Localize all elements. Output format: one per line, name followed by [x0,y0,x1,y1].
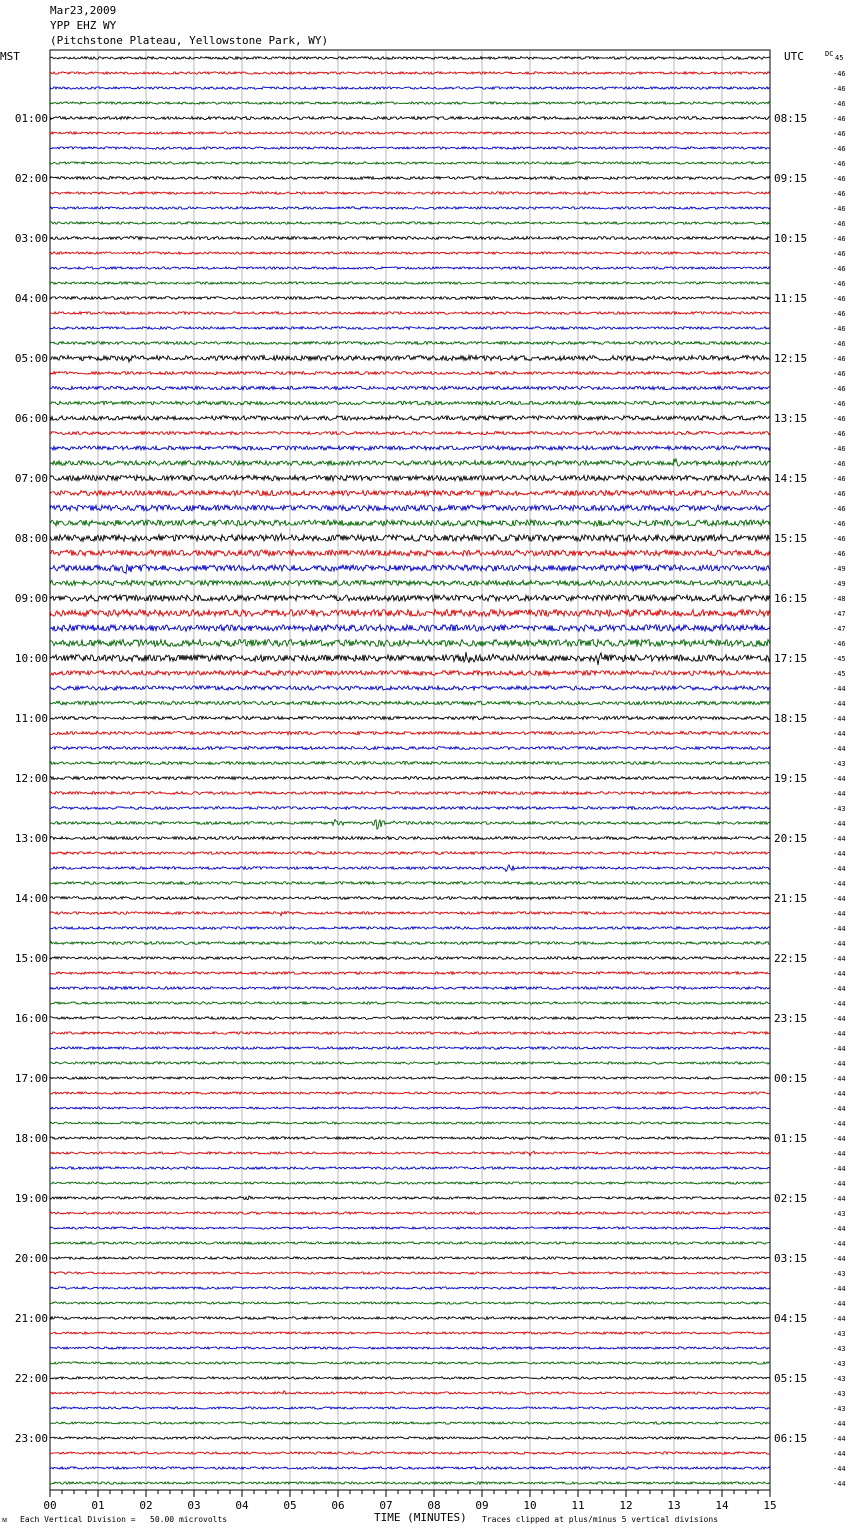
seismic-trace [50,72,770,74]
seismic-trace [50,550,770,556]
dc-offset: -44 [833,1450,846,1458]
x-tick-label: 03 [187,1499,201,1512]
mst-hour-label: 02:00 [14,172,48,185]
dc-offset: -43 [833,1360,846,1368]
seismic-trace [50,446,770,450]
seismic-trace [50,177,770,180]
seismic-trace [50,534,770,541]
seismic-trace [50,1242,770,1244]
dc-offset: -44 [833,865,846,873]
dc-offset: -43 [833,1330,846,1338]
seismic-trace [50,252,770,254]
dc-offset: -46 [833,85,846,93]
seismic-trace [50,1047,770,1049]
seismic-trace [50,1272,770,1274]
dc-offset: -44 [833,1195,846,1203]
seismic-trace [50,1182,770,1184]
seismic-trace [50,1332,770,1334]
mst-hour-label: 12:00 [14,772,48,785]
utc-hour-label: 17:15 [774,652,808,665]
dc-offset: -44 [833,1420,846,1428]
seismic-trace [50,1422,770,1424]
seismic-trace [50,132,770,134]
mst-hour-label: 18:00 [14,1132,48,1145]
utc-hour-label: 11:15 [774,292,808,305]
seismic-trace [50,610,770,617]
utc-hour-label: 18:15 [774,712,808,725]
x-tick-label: 02 [139,1499,153,1512]
dc-offset: -45 [833,670,846,678]
scale-note: Each Vertical Division = 50.00 microvolts [20,1515,228,1524]
mst-hour-label: 21:00 [14,1312,48,1325]
seismic-trace [50,57,770,60]
dc-offset: -46 [833,175,846,183]
seismic-trace [50,372,770,375]
mst-hour-label: 07:00 [14,472,48,485]
seismic-trace [50,87,770,89]
seismic-trace [50,1467,770,1469]
x-tick-label: 08 [427,1499,441,1512]
seismic-trace [50,1302,770,1304]
seismic-trace [50,490,770,495]
seismic-trace [50,671,770,676]
dc-offset: -44 [833,1090,846,1098]
seismic-trace [50,792,770,795]
seismic-trace [50,1227,770,1229]
dc-offset: -46 [833,100,846,108]
dc-offset: -47 [833,610,846,618]
seismic-trace [50,1137,770,1140]
dc-offset: -44 [833,1480,846,1488]
seismic-trace [50,431,770,434]
seismic-trace [50,1167,770,1169]
dc-offset: -46 [833,295,846,303]
seismic-trace [50,1196,770,1200]
seismic-trace [50,942,770,945]
dc-offset: -49 [833,565,846,573]
utc-hour-label: 06:15 [774,1432,808,1445]
utc-hour-label: 20:15 [774,832,808,845]
dc-offset: -46 [833,235,846,243]
mst-hour-label: 19:00 [14,1192,48,1205]
seismic-trace [50,1452,770,1454]
seismic-trace [50,1347,770,1349]
dc-offset: -49 [833,580,846,588]
x-tick-label: 14 [715,1499,729,1512]
mst-hour-label: 15:00 [14,952,48,965]
seismic-trace [50,1317,770,1320]
seismic-trace [50,327,770,330]
dc-offset: -46 [833,190,846,198]
mst-hour-label: 20:00 [14,1252,48,1265]
dc-offset: -46 [833,340,846,348]
dc-offset: -43 [833,760,846,768]
dc-offset: -44 [833,880,846,888]
dc-offset: -44 [833,685,846,693]
x-tick-label: 04 [235,1499,249,1512]
plot-date: Mar23,2009 [50,4,117,17]
dc-footnote: ᴍ [2,1515,8,1524]
dc-offset: 45 [835,54,844,62]
seismic-trace [50,565,770,574]
utc-hour-label: 22:15 [774,952,808,965]
utc-hour-label: 23:15 [774,1012,808,1025]
seismic-trace [50,102,770,104]
dc-offset: -43 [833,1345,846,1353]
utc-hour-label: 21:15 [774,892,808,905]
utc-hour-label: 09:15 [774,172,808,185]
dc-offset: -44 [833,925,846,933]
dc-offset: -44 [833,790,846,798]
seismic-trace [50,731,770,734]
dc-offset: -46 [833,400,846,408]
seismic-trace [50,972,770,975]
dc-offset: -46 [833,205,846,213]
dc-offset: -43 [833,1405,846,1413]
dc-offset: -43 [833,805,846,813]
dc-offset: -45 [833,655,846,663]
dc-offset: -44 [833,1435,846,1443]
seismic-trace [50,640,770,647]
seismic-trace [50,459,770,466]
dc-offset: -44 [833,940,846,948]
mst-hour-label: 09:00 [14,592,48,605]
dc-offset: -46 [833,130,846,138]
seismic-trace [50,595,770,601]
mst-hour-label: 13:00 [14,832,48,845]
x-tick-label: 13 [667,1499,681,1512]
dc-offset: -44 [833,820,846,828]
mst-hour-label: 10:00 [14,652,48,665]
mst-hour-label: 04:00 [14,292,48,305]
seismic-trace [50,652,770,665]
mst-hour-label: 17:00 [14,1072,48,1085]
x-tick-label: 11 [571,1499,585,1512]
seismic-trace [50,207,770,209]
dc-offset: -44 [833,1240,846,1248]
mst-hour-label: 14:00 [14,892,48,905]
mst-hour-label: 08:00 [14,532,48,545]
seismic-trace [50,237,770,240]
x-tick-label: 09 [475,1499,489,1512]
mst-hour-label: 16:00 [14,1012,48,1025]
mst-hour-label: 01:00 [14,112,48,125]
dc-offset: -44 [833,1075,846,1083]
mst-hour-label: 05:00 [14,352,48,365]
utc-hour-label: 00:15 [774,1072,808,1085]
seismic-trace [50,1287,770,1289]
dc-offset: -44 [833,1300,846,1308]
dc-offset: -44 [833,835,846,843]
dc-offset: -44 [833,1165,846,1173]
dc-offset: -46 [833,250,846,258]
dc-offset: -44 [833,1285,846,1293]
dc-offset: -46 [833,220,846,228]
seismic-trace [50,1077,770,1079]
dc-offset: -44 [833,1000,846,1008]
dc-offset: -46 [833,490,846,498]
dc-offset: -44 [833,850,846,858]
dc-offset: -44 [833,1465,846,1473]
seismic-trace [50,1407,770,1409]
x-tick-label: 05 [283,1499,297,1512]
utc-hour-label: 15:15 [774,532,808,545]
seismic-trace [50,762,770,765]
utc-hour-label: 05:15 [774,1372,808,1385]
seismic-trace [50,686,770,690]
dc-offset: -43 [833,1375,846,1383]
utc-hour-label: 08:15 [774,112,808,125]
dc-offset: -44 [833,1255,846,1263]
seismic-trace [50,222,770,224]
seismic-trace [50,819,770,829]
dc-offset: -46 [833,475,846,483]
dc-offset: -46 [833,145,846,153]
dc-offset: -46 [833,370,846,378]
seismic-trace [50,267,770,269]
utc-hour-label: 04:15 [774,1312,808,1325]
dc-offset: -44 [833,1060,846,1068]
utc-hour-label: 19:15 [774,772,808,785]
dc-offset: -46 [833,160,846,168]
dc-offset: -46 [833,460,846,468]
dc-offset: -44 [833,1015,846,1023]
seismic-trace [50,747,770,750]
seismic-trace [50,1391,770,1395]
utc-hour-label: 01:15 [774,1132,808,1145]
x-tick-label: 07 [379,1499,393,1512]
station-code: YPP EHZ WY [50,19,117,32]
utc-hour-label: 10:15 [774,232,808,245]
dc-offset: -46 [833,70,846,78]
dc-offset: -46 [833,520,846,528]
x-tick-label: 01 [91,1499,105,1512]
dc-offset: -44 [833,955,846,963]
clip-note: Traces clipped at plus/minus 5 vertical divisions [482,1515,719,1524]
seismic-trace [50,356,770,362]
x-tick-label: 15 [763,1499,777,1512]
dc-offset: -44 [833,1105,846,1113]
dc-offset: -46 [833,385,846,393]
mst-hour-label: 03:00 [14,232,48,245]
seismic-trace [50,957,770,960]
dc-offset: -43 [833,1210,846,1218]
seismic-trace [50,1482,770,1484]
dc-offset: -46 [833,355,846,363]
dc-offset: -46 [833,115,846,123]
dc-offset: -44 [833,775,846,783]
seismic-trace [50,911,770,915]
seismic-trace [50,1212,770,1214]
seismic-trace [50,162,770,164]
dc-offset: -46 [833,445,846,453]
utc-hour-label: 14:15 [774,472,808,485]
seismic-trace [50,297,770,300]
dc-offset: -46 [833,280,846,288]
seismic-trace [50,1362,770,1364]
dc-offset: -46 [833,415,846,423]
seismic-trace [50,1062,770,1064]
seismic-trace [50,897,770,900]
seismic-trace [50,1437,770,1439]
dc-offset: -46 [833,505,846,513]
station-location: (Pitchstone Plateau, Yellowstone Park, WY) [50,34,329,47]
dc-offset: -44 [833,700,846,708]
seismic-trace [50,1032,770,1034]
utc-hour-label: 16:15 [774,592,808,605]
seismic-trace [50,701,770,705]
seismic-trace [50,312,770,315]
seismic-trace [50,1122,770,1124]
utc-hour-label: 13:15 [774,412,808,425]
seismic-trace [50,716,770,719]
seismic-trace [50,580,770,585]
dc-offset: -47 [833,625,846,633]
utc-hour-label: 12:15 [774,352,808,365]
seismic-trace [50,520,770,526]
seismic-trace [50,1151,770,1156]
seismic-trace [50,987,770,990]
dc-offset: -44 [833,1150,846,1158]
seismic-trace [50,1377,770,1379]
x-axis-title: TIME (MINUTES) [374,1511,467,1524]
dc-label: DC [825,50,834,58]
seismic-trace [50,837,770,840]
seismic-trace [50,927,770,930]
dc-offset: -43 [833,1390,846,1398]
dc-offset: -46 [833,640,846,648]
dc-offset: -44 [833,745,846,753]
seismic-trace [50,777,770,780]
seismic-trace [50,1017,770,1020]
utc-axis-label: UTC [784,50,804,63]
mst-hour-label: 23:00 [14,1432,48,1445]
seismic-trace [50,475,770,480]
x-tick-label: 00 [43,1499,57,1512]
seismic-trace [50,401,770,405]
seismic-trace [50,625,770,631]
dc-offset: -46 [833,430,846,438]
dc-offset: -43 [833,1270,846,1278]
seismic-trace [50,342,770,345]
mst-hour-label: 22:00 [14,1372,48,1385]
seismic-trace [50,1257,770,1259]
utc-hour-label: 02:15 [774,1192,808,1205]
seismic-trace [50,147,770,149]
dc-offset: -46 [833,535,846,543]
seismic-trace [50,505,770,511]
mst-axis-label: MST [0,50,20,63]
seismic-trace [50,282,770,284]
seismic-trace [50,882,770,885]
dc-offset: -44 [833,970,846,978]
seismic-trace [50,386,770,389]
mst-hour-label: 11:00 [14,712,48,725]
mst-hour-label: 06:00 [14,412,48,425]
dc-offset: -46 [833,325,846,333]
utc-hour-label: 03:15 [774,1252,808,1265]
seismic-trace [50,852,770,855]
seismic-trace [50,192,770,194]
dc-offset: -44 [833,1045,846,1053]
dc-offset: -44 [833,910,846,918]
dc-offset: -46 [833,550,846,558]
seismic-trace [50,1107,770,1109]
x-tick-label: 12 [619,1499,633,1512]
dc-offset: -44 [833,1225,846,1233]
dc-offset: -44 [833,985,846,993]
dc-offset: -44 [833,1315,846,1323]
seismic-trace [50,865,770,872]
dc-offset: -44 [833,1135,846,1143]
seismic-trace [50,117,770,120]
dc-offset: -44 [833,1180,846,1188]
dc-offset: -44 [833,1120,846,1128]
seismic-trace [50,807,770,810]
seismic-trace [50,1092,770,1095]
x-tick-label: 10 [523,1499,537,1512]
dc-offset: -48 [833,595,846,603]
dc-offset: -44 [833,1030,846,1038]
dc-offset: -46 [833,310,846,318]
x-tick-label: 06 [331,1499,345,1512]
seismic-trace [50,1002,770,1004]
seismic-trace [50,416,770,420]
dc-offset: -46 [833,265,846,273]
dc-offset: -44 [833,730,846,738]
dc-offset: -44 [833,895,846,903]
dc-offset: -44 [833,715,846,723]
